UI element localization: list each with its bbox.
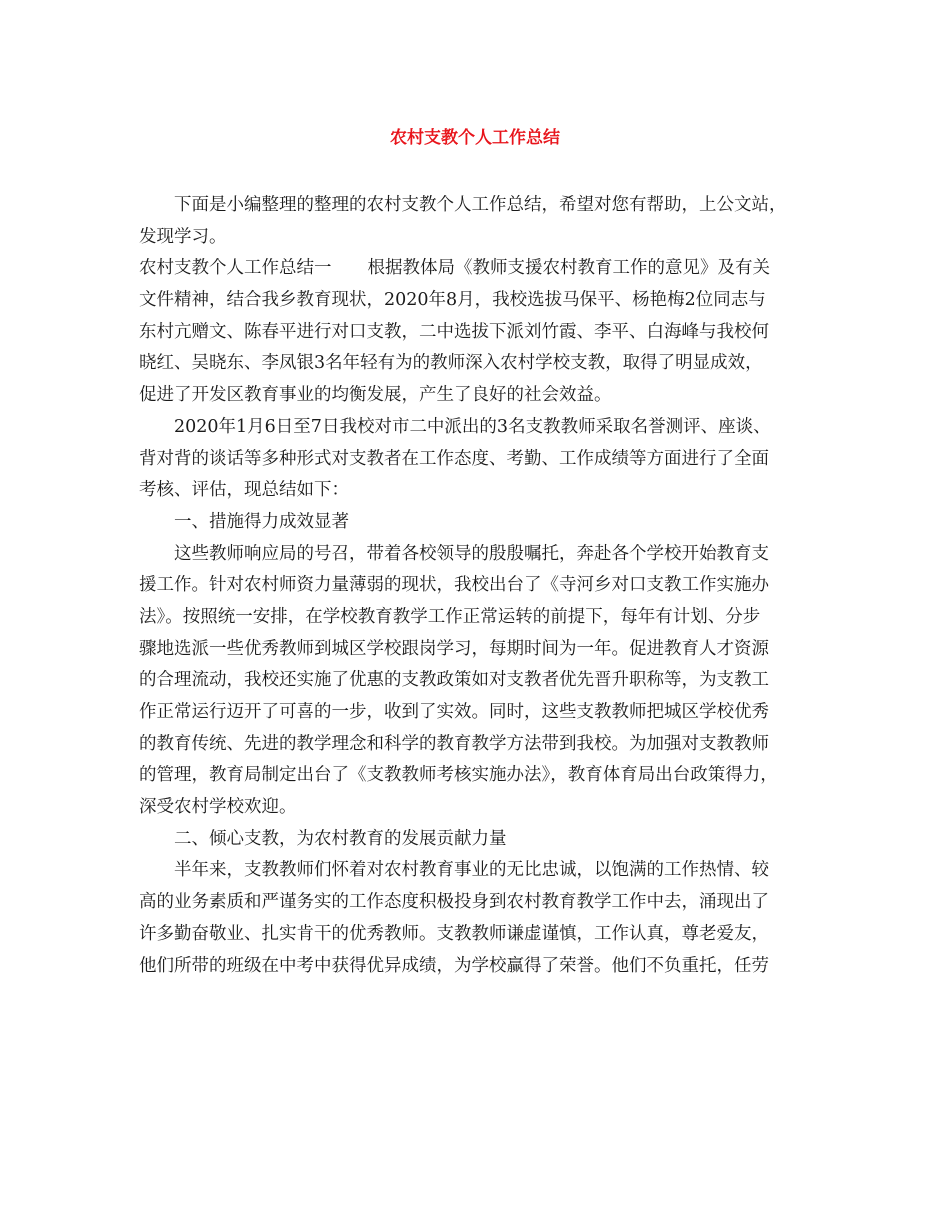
paragraph-line: 这些教师响应局的号召，带着各校领导的殷殷嘱托，奔赴各个学校开始教育支 [174, 543, 769, 564]
paragraph-line: 的合理流动，我校还实施了优惠的支教政策如对支教者优先晋升职称等，为支教工 [139, 670, 769, 691]
paragraph-line: 骤地选派一些优秀教师到城区学校跟岗学习，每期时间为一年。促进教育人才资源 [139, 638, 769, 659]
document-body [139, 190, 829, 982]
paragraph-text: 根据教体局《教师支援农村教育工作的意见》及有关 [367, 258, 770, 279]
paragraph-line: 法》。按照统一安排，在学校教育教学工作正常运转的前提下，每年有计划、分步 [139, 606, 761, 627]
paragraph-line: 援工作。针对农村师资力量薄弱的现状，我校出台了《寺河乡对口支教工作实施办 [139, 575, 769, 596]
paragraph-line: 许多勤奋敬业、扎实肯干的优秀教师。支教教师谦虚谨慎，工作认真，尊老爱友， [139, 923, 769, 944]
section-heading: 一、措施得力成效显著 [174, 511, 349, 532]
paragraph-line: 发现学习。 [139, 226, 227, 247]
paragraph-line: 考核、评估，现总结如下： [139, 480, 349, 501]
paragraph-line: 他们所带的班级在中考中获得优异成绩，为学校赢得了荣誉。他们不负重托，任劳 [139, 955, 769, 976]
paragraph-line: 的管理，教育局制定出台了《支教教师考核实施办法》，教育体育局出台政策得力， [139, 765, 778, 786]
paragraph-line: 东村亢赠文、陈春平进行对口支教，二中选拔下派刘竹霞、李平、白海峰与我校何 [139, 321, 769, 342]
paragraph-line: 背对背的谈话等多种形式对支教者在工作态度、考勤、工作成绩等方面进行了全面 [139, 448, 769, 469]
paragraph-line: 促进了开发区教育事业的均衡发展，产生了良好的社会效益。 [139, 385, 612, 406]
paragraph-line: 半年来，支教教师们怀着对农村教育事业的无比忠诚，以饱满的工作热情、较 [174, 860, 769, 881]
paragraph-line: 晓红、吴晓东、李凤银3名年轻有为的教师深入农村学校支教，取得了明显成效， [139, 353, 763, 374]
paragraph-line: 2020年1月6日至7日我校对市二中派出的3名支教教师采取名誉测评、座谈、 [174, 416, 771, 437]
paragraph-line [139, 253, 829, 285]
paragraph-line: 高的业务素质和严谨务实的工作态度积极投身到农村教育教学工作中去，涌现出了 [139, 892, 769, 913]
section-heading: 二、倾心支教，为农村教育的发展贡献力量 [174, 828, 507, 849]
paragraph-line: 作正常运行迈开了可喜的一步，收到了实效。同时，这些支教教师把城区学校优秀 [139, 702, 769, 722]
paragraph-line: 深受农村学校欢迎。 [139, 797, 297, 818]
document-title: 农村支教个人工作总结 [390, 128, 560, 148]
paragraph-line: 文件精神，结合我乡教育现状，2020年8月，我校选拔马保平、杨艳梅2位同志与 [139, 290, 766, 311]
section-heading-inline: 农村支教个人工作总结一 [139, 258, 332, 279]
paragraph-line: 下面是小编整理的整理的农村支教个人工作总结，希望对您有帮助，上公文站， [174, 195, 787, 215]
paragraph-line: 的教育传统、先进的教学理念和科学的教育教学方法带到我校。为加强对支教教师 [139, 733, 769, 754]
